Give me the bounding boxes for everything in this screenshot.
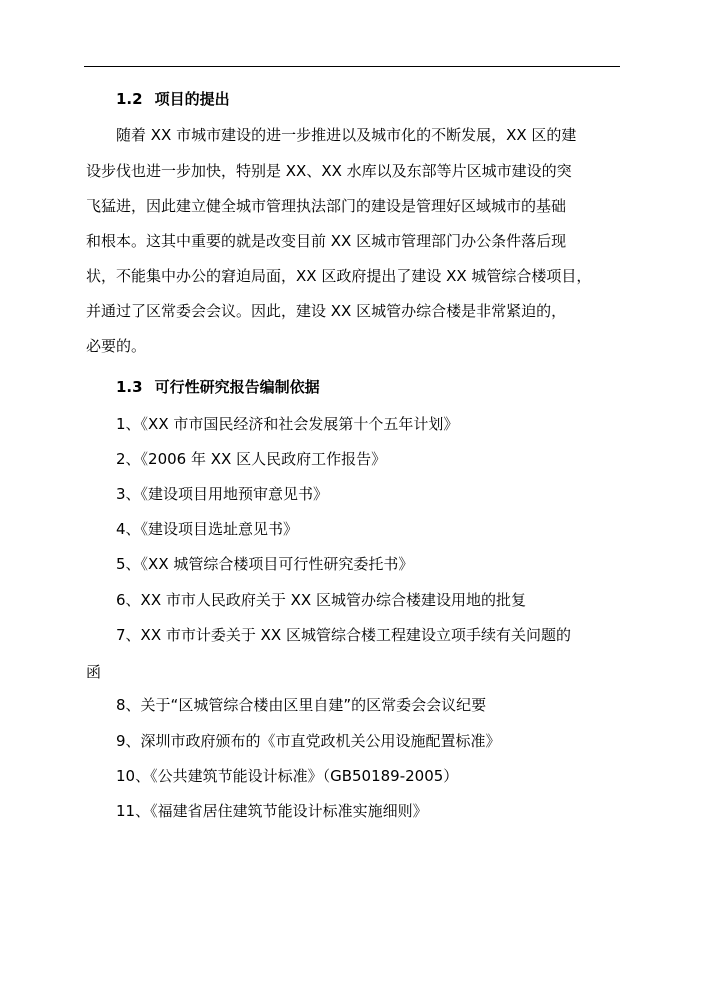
list-item: 2、《2006 年 XX 区人民政府工作报告》 [116, 450, 387, 468]
section-1-2-title: 项目的提出 [154, 90, 230, 108]
section-1-2-heading [116, 84, 620, 114]
paragraph-line: 随着 XX 市城市建设的进一步推进以及城市化的不断发展，XX 区的建 [116, 126, 577, 144]
list-item: 4、《建设项目选址意见书》 [116, 520, 299, 538]
paragraph-line: 必要的。 [86, 337, 147, 355]
list-item: 11、《福建省居住建筑节能设计标准实施细则》 [116, 802, 428, 820]
paragraph-line: 设步伐也进一步加快，特别是 XX、XX 水库以及东部等片区城市建设的突 [86, 162, 572, 180]
list-item: 1、《XX 市市国民经济和社会发展第十个五年计划》 [116, 415, 459, 433]
section-1-2-number: 1.2 [116, 90, 143, 108]
list-item: 3、《建设项目用地预审意见书》 [116, 485, 329, 503]
paragraph-line: 和根本。这其中重要的就是改变目前 XX 区城市管理部门办公条件落后现 [86, 232, 567, 250]
paragraph-line: 并通过了区常委会会议。因此，建设 XX 区城管办综合楼是非常紧迫的， [86, 302, 567, 320]
list-item: 9、深圳市政府颁布的《市直党政机关公用设施配置标准》 [116, 732, 501, 750]
list-item-continuation: 函 [86, 663, 102, 681]
list-item: 7、XX 市市计委关于 XX 区城管综合楼工程建设立项手续有关问题的 [116, 626, 571, 644]
section-1-3-number: 1.3 [116, 378, 143, 396]
list-item: 10、《公共建筑节能设计标准》（GB50189-2005） [116, 767, 459, 785]
section-1-3-title: 可行性研究报告编制依据 [154, 378, 320, 396]
list-item: 5、《XX 城管综合楼项目可行性研究委托书》 [116, 555, 414, 573]
header-rule [84, 66, 620, 67]
section-1-3-heading [116, 372, 620, 402]
list-item: 6、XX 市市人民政府关于 XX 区城管办综合楼建设用地的批复 [116, 591, 526, 609]
paragraph-line: 状，不能集中办公的窘迫局面，XX 区政府提出了建设 XX 城管综合楼项目， [86, 267, 592, 285]
list-item: 8、关于“区城管综合楼由区里自建”的区常委会会议纪要 [116, 696, 487, 714]
paragraph-line: 飞猛进，因此建立健全城市管理执法部门的建设是管理好区域城市的基础 [86, 197, 567, 215]
